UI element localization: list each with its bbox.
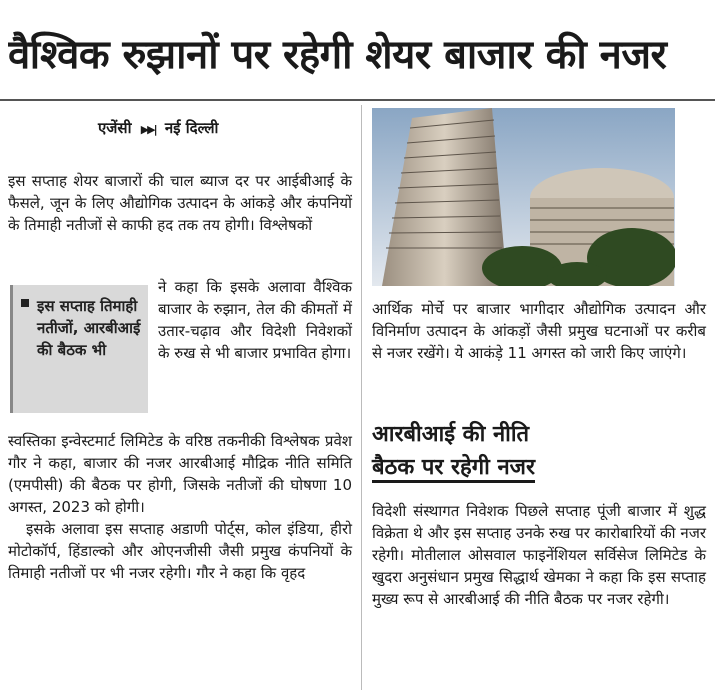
square-bullet-icon xyxy=(21,299,29,307)
paragraph-2: स्वस्तिका इन्वेस्टमार्ट लिमिटेड के वरिष्ठ तकनीकी विश्लेषक प्रवेश गौर ने कहा, बाजार की नजर आरबीआई मौद्रिक नीति समिति (एमपीसी) की बैठक पर होगी, जिसके नतीजों की घोषणा 10 अगस्त, 2023 को होगी। xyxy=(8,432,352,516)
paragraph-1-continued-text: ने कहा कि इसके अलावा वैश्विक बाजार के रुझान, तेल की कीमतों में उतार-चढ़ाव और विदेशी निवेशकों के रुख से भी बाजार प्रभावित होगा। xyxy=(158,278,352,362)
column-divider xyxy=(361,105,362,690)
paragraph-5-text: विदेशी संस्थागत निवेशक पिछले सप्ताह पूंजी बाजार में शुद्ध विक्रेता थे और इस सप्ताह उनके रुख पर कारोबारियों की नजर रहेगी। मोतीलाल ओसवाल फाइनेंशियल सर्विसेज लिमिटेड के खुदरा अनुसंधान प्रमुख सिद्धार्थ खेमका ने कहा कि इस सप्ताह मुख्य रूप से आरबीआई की नीति बैठक पर नजर रहेगी। xyxy=(372,502,706,608)
stock-exchange-photo xyxy=(372,108,675,286)
paragraph-1-text: इस सप्ताह शेयर बाजारों की चाल ब्याज दर पर आईबीआई के फैसले, जून के लिए औद्योगिक उत्पादन के आंकड़े और कंपनियों के तिमाही नतीजों से काफी हद तक तय होगी। विश्लेषकों xyxy=(8,172,352,234)
paragraph-3: इसके अलावा इस सप्ताह अडाणी पोर्ट्स, कोल इंडिया, हीरो मोटोकॉर्प, हिंडाल्को और ओएनजीसी जैसी प्रमुख कंपनियों के तिमाही नतीजों पर भी नजर रहेगी। गौर ने कहा कि वृहद xyxy=(8,520,352,582)
pull-quote xyxy=(10,285,148,413)
subheading xyxy=(372,418,706,484)
paragraph-1-continued xyxy=(158,276,352,364)
paragraph-5 xyxy=(372,500,706,610)
dateline-separator-icon: ▶▶| xyxy=(140,123,156,136)
paragraph-4-text: आर्थिक मोर्चे पर बाजार भागीदार औद्योगिक उत्पादन और विनिर्माण उत्पादन के आंकड़ों जैसी प्रमुख घटनाओं पर करीब से नजर रखेंगे। ये आकंड़े 11 अगस्त को जारी किए जाएंगे। xyxy=(372,300,706,362)
headline: वैश्विक रुझानों पर रहेगी शेयर बाजार की नजर xyxy=(8,32,667,78)
paragraph-1 xyxy=(8,170,352,236)
subheading-line-1: आरबीआई की नीति xyxy=(372,422,530,447)
paragraph-2-3 xyxy=(8,430,352,584)
dateline xyxy=(98,118,298,138)
city-label: नई दिल्ली xyxy=(164,119,219,137)
top-rule xyxy=(0,99,715,101)
paragraph-4 xyxy=(372,298,706,364)
pull-quote-text: इस सप्ताह तिमाही नतीजों, आरबीआई की बैठक भी xyxy=(37,297,141,359)
agency-label: एजेंसी xyxy=(98,119,132,137)
subheading-line-2: बैठक पर रहेगी नजर xyxy=(372,455,535,483)
